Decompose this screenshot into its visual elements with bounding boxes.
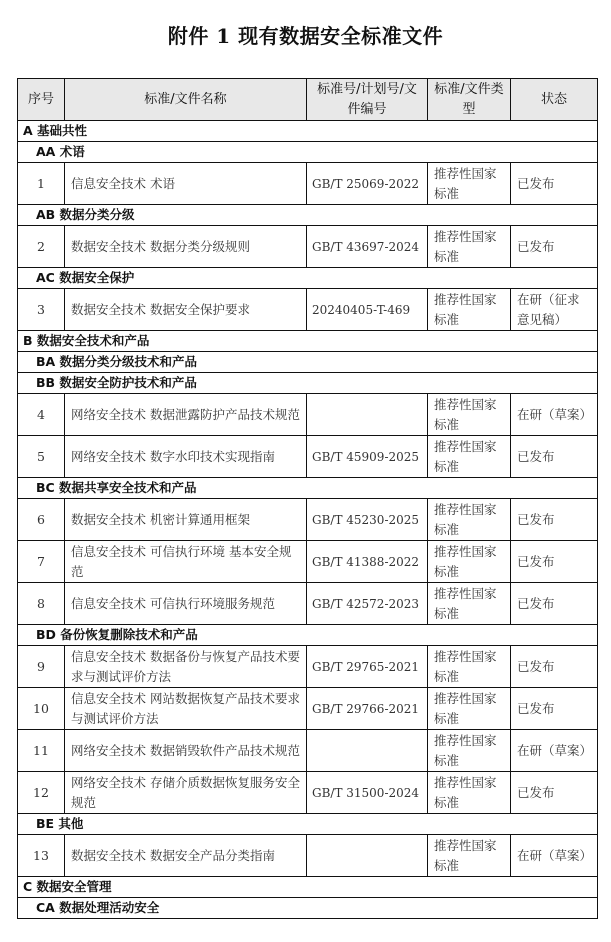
subsection-label: AA 术语: [18, 142, 598, 163]
section-row: [18, 121, 598, 142]
subsection-label: BC 数据共享安全技术和产品: [18, 478, 598, 499]
cell-status: 在研（草案）: [511, 730, 598, 772]
cell-type: 推荐性国家标准: [428, 499, 511, 541]
cell-name: 信息安全技术 数据备份与恢复产品技术要求与测试评价方法: [65, 646, 307, 688]
subsection-label: BE 其他: [18, 814, 598, 835]
cell-status: 在研（征求意见稿）: [511, 289, 598, 331]
cell-status: 已发布: [511, 436, 598, 478]
subsection-label: AB 数据分类分级: [18, 205, 598, 226]
cell-type: 推荐性国家标准: [428, 583, 511, 625]
page-title: 附件 1 现有数据安全标准文件: [167, 24, 444, 48]
section-label: A 基础共性: [18, 121, 598, 142]
cell-code: GB/T 31500-2024: [307, 772, 428, 814]
section-row: [18, 877, 598, 898]
subsection-row: [18, 373, 598, 394]
cell-no: 9: [18, 646, 65, 688]
cell-no: 1: [18, 163, 65, 205]
cell-no: 12: [18, 772, 65, 814]
cell-no: 8: [18, 583, 65, 625]
subsection-row: [18, 898, 598, 919]
cell-name: 信息安全技术 可信执行环境服务规范: [65, 583, 307, 625]
table-row: [18, 163, 598, 205]
cell-type: 推荐性国家标准: [428, 688, 511, 730]
cell-status: 已发布: [511, 226, 598, 268]
cell-name: 信息安全技术 网站数据恢复产品技术要求与测试评价方法: [65, 688, 307, 730]
cell-type: 推荐性国家标准: [428, 394, 511, 436]
cell-type: 推荐性国家标准: [428, 772, 511, 814]
section-row: [18, 331, 598, 352]
table-header-row: [18, 79, 598, 121]
table-row: [18, 835, 598, 877]
cell-no: 11: [18, 730, 65, 772]
cell-code: GB/T 45230-2025: [307, 499, 428, 541]
cell-code: GB/T 41388-2022: [307, 541, 428, 583]
header-name: 标准/文件名称: [65, 79, 307, 121]
subsection-label: AC 数据安全保护: [18, 268, 598, 289]
subsection-row: [18, 268, 598, 289]
table-row: [18, 289, 598, 331]
subsection-row: [18, 814, 598, 835]
cell-name: 数据安全技术 数据分类分级规则: [65, 226, 307, 268]
section-label: B 数据安全技术和产品: [18, 331, 598, 352]
cell-code: GB/T 45909-2025: [307, 436, 428, 478]
cell-name: 数据安全技术 数据安全产品分类指南: [65, 835, 307, 877]
cell-no: 6: [18, 499, 65, 541]
cell-no: 5: [18, 436, 65, 478]
cell-no: 2: [18, 226, 65, 268]
table-row: [18, 436, 598, 478]
cell-name: 数据安全技术 数据安全保护要求: [65, 289, 307, 331]
cell-code: GB/T 29765-2021: [307, 646, 428, 688]
header-no: 序号: [18, 79, 65, 121]
cell-code: GB/T 42572-2023: [307, 583, 428, 625]
cell-status: 已发布: [511, 499, 598, 541]
subsection-row: [18, 625, 598, 646]
cell-type: 推荐性国家标准: [428, 163, 511, 205]
table-body: [18, 121, 598, 919]
cell-type: 推荐性国家标准: [428, 730, 511, 772]
cell-status: 已发布: [511, 772, 598, 814]
cell-status: 已发布: [511, 163, 598, 205]
cell-type: 推荐性国家标准: [428, 646, 511, 688]
header-type: 标准/文件类型: [428, 79, 511, 121]
subsection-row: [18, 352, 598, 373]
cell-name: 网络安全技术 存储介质数据恢复服务安全规范: [65, 772, 307, 814]
cell-code: [307, 394, 428, 436]
subsection-label: BA 数据分类分级技术和产品: [18, 352, 598, 373]
subsection-row: [18, 142, 598, 163]
subsection-row: [18, 205, 598, 226]
cell-code: GB/T 43697-2024: [307, 226, 428, 268]
subsection-row: [18, 478, 598, 499]
cell-name: 网络安全技术 数据泄露防护产品技术规范: [65, 394, 307, 436]
table-row: [18, 394, 598, 436]
table-row: [18, 772, 598, 814]
cell-type: 推荐性国家标准: [428, 226, 511, 268]
table-row: [18, 499, 598, 541]
cell-name: 信息安全技术 可信执行环境 基本安全规范: [65, 541, 307, 583]
cell-name: 网络安全技术 数据销毁软件产品技术规范: [65, 730, 307, 772]
cell-status: 已发布: [511, 583, 598, 625]
cell-name: 数据安全技术 机密计算通用框架: [65, 499, 307, 541]
cell-no: 4: [18, 394, 65, 436]
cell-status: 在研（草案）: [511, 394, 598, 436]
standards-table: [17, 78, 598, 919]
cell-code: GB/T 29766-2021: [307, 688, 428, 730]
cell-type: 推荐性国家标准: [428, 541, 511, 583]
cell-no: 13: [18, 835, 65, 877]
cell-code: 20240405-T-469: [307, 289, 428, 331]
cell-code: GB/T 25069-2022: [307, 163, 428, 205]
table-row: [18, 226, 598, 268]
header-status: 状态: [511, 79, 598, 121]
cell-code: [307, 835, 428, 877]
cell-name: 信息安全技术 术语: [65, 163, 307, 205]
cell-code: [307, 730, 428, 772]
cell-type: 推荐性国家标准: [428, 289, 511, 331]
header-code: 标准号/计划号/文件编号: [307, 79, 428, 121]
cell-type: 推荐性国家标准: [428, 835, 511, 877]
cell-status: 在研（草案）: [511, 835, 598, 877]
table-row: [18, 541, 598, 583]
subsection-label: BD 备份恢复删除技术和产品: [18, 625, 598, 646]
cell-no: 7: [18, 541, 65, 583]
cell-type: 推荐性国家标准: [428, 436, 511, 478]
cell-name: 网络安全技术 数字水印技术实现指南: [65, 436, 307, 478]
table-row: [18, 646, 598, 688]
cell-status: 已发布: [511, 541, 598, 583]
cell-status: 已发布: [511, 688, 598, 730]
cell-no: 10: [18, 688, 65, 730]
subsection-label: CA 数据处理活动安全: [18, 898, 598, 919]
subsection-label: BB 数据安全防护技术和产品: [18, 373, 598, 394]
table-row: [18, 688, 598, 730]
cell-no: 3: [18, 289, 65, 331]
table-row: [18, 730, 598, 772]
section-label: C 数据安全管理: [18, 877, 598, 898]
table-row: [18, 583, 598, 625]
cell-status: 已发布: [511, 646, 598, 688]
